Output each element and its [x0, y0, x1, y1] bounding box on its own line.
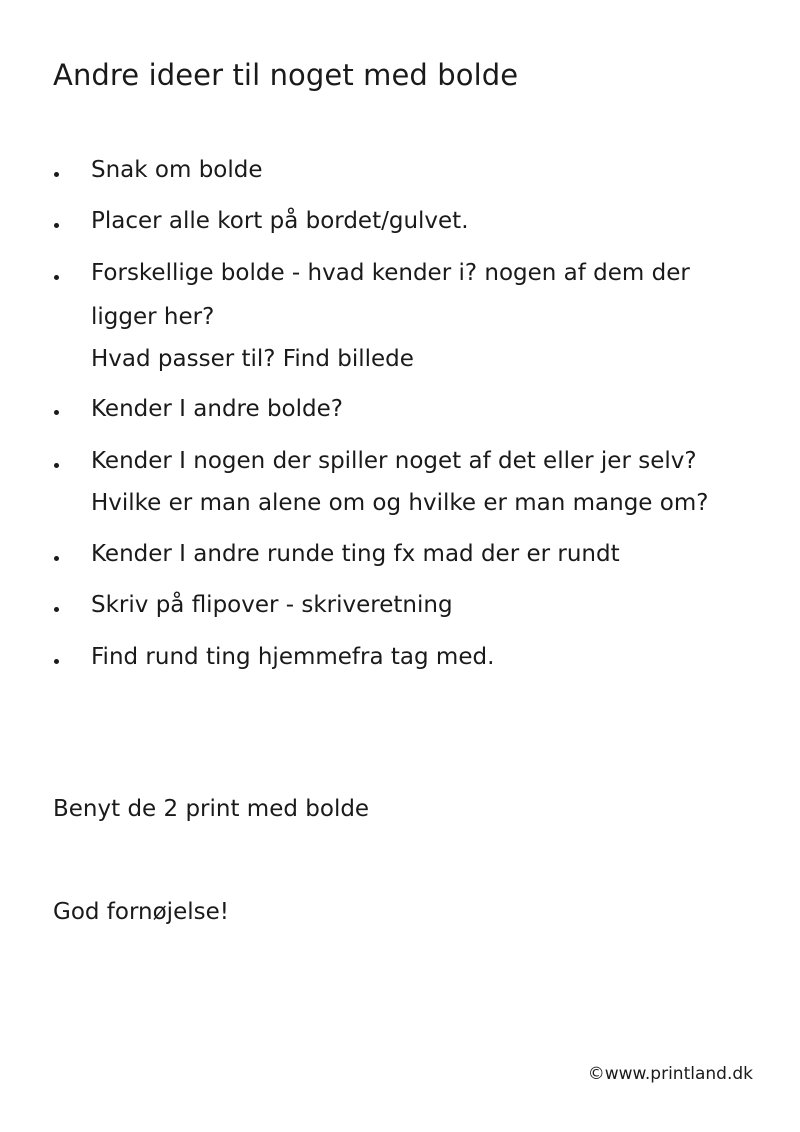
list-item-text: Kender I andre bolde? — [91, 396, 343, 422]
note-text: Benyt de 2 print med bolde — [53, 796, 370, 822]
bullet-icon — [54, 607, 59, 612]
list-item-text: Forskellige bolde - hvad kender i? nogen af dem der — [91, 260, 690, 286]
bullet-icon — [54, 275, 59, 280]
list-item-text: Snak om bolde — [91, 157, 263, 183]
list-item-text: Placer alle kort på bordet/gulvet. — [91, 208, 469, 234]
copyright-footer: ©www.printland.dk — [587, 1064, 753, 1084]
page-title: Andre ideer til noget med bolde — [53, 58, 519, 92]
list-item-text: Kender I nogen der spiller noget af det eller jer selv? — [91, 448, 697, 474]
bullet-icon — [54, 172, 59, 177]
closing-text: God fornøjelse! — [53, 899, 229, 925]
list-item-text: Skriv på flipover - skriveretning — [91, 592, 453, 618]
list-item-text: Find rund ting hjemmefra tag med. — [91, 644, 495, 670]
bullet-icon — [54, 223, 59, 228]
bullet-icon — [54, 659, 59, 664]
list-item-text: ligger her? — [91, 304, 215, 330]
list-item-text: Kender I andre runde ting fx mad der er rundt — [91, 541, 620, 567]
list-item-text: Hvilke er man alene om og hvilke er man mange om? — [91, 490, 709, 516]
list-item-text: Hvad passer til? Find billede — [91, 346, 414, 372]
bullet-icon — [54, 556, 59, 561]
bullet-icon — [54, 410, 59, 415]
bullet-icon — [54, 463, 59, 468]
